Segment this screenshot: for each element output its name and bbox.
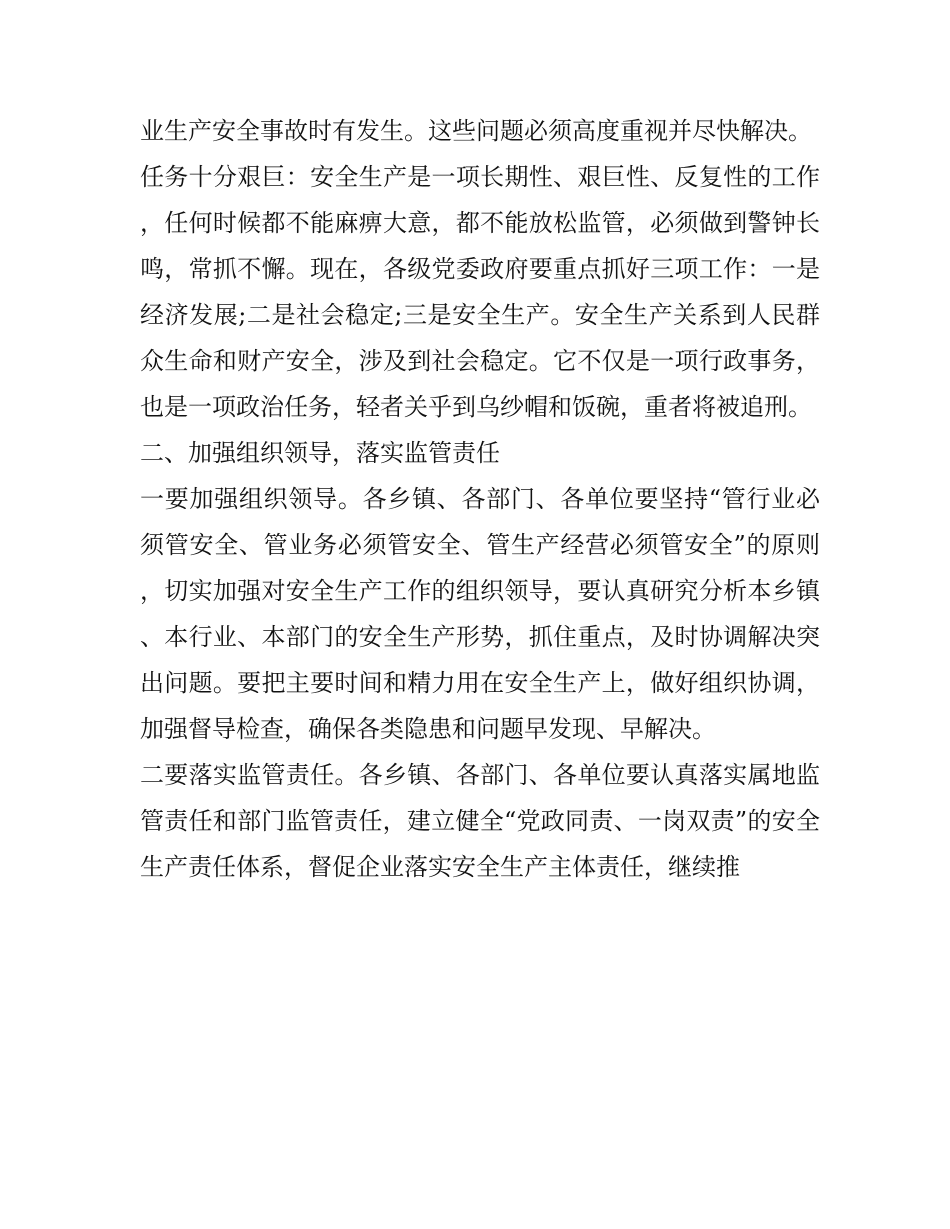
paragraph-1: 业生产安全事故时有发生。这些问题必须高度重视并尽快解决。 (140, 117, 812, 145)
paragraph-2: 任务十分艰巨：安全生产是一项长期性、艰巨性、反复性的工作，任何时候都不能麻痹大意，都不能放松监管，必须做到警钟长鸣，常抓不懈。现在，各级党委政府要重点抓好三项工作：一是经济发展;二是社会稳定;三是安全生产。安全生产关系到人民群众生命和财产安全，涉及到社会稳定。它不仅是一项行政事务，也是一项政治任务，轻者关乎到乌纱帽和饭碗，重者将被追刑。 (140, 163, 820, 421)
section-heading: 二、加强组织领导，落实监管责任 (140, 439, 500, 467)
paragraph-3: 一要加强组织领导。各乡镇、各部门、各单位要坚持“管行业必须管安全、管业务必须管安全、管生产经营必须管安全”的原则，切实加强对安全生产工作的组织领导，要认真研究分析本乡镇、本行业、本部门的安全生产形势，抓住重点，及时协调解决突出问题。要把主要时间和精力用在安全生产上，做好组织协调，加强督导检查，确保各类隐患和问题早发现、早解决。 (140, 485, 820, 743)
paragraph-4: 二要落实监管责任。各乡镇、各部门、各单位要认真落实属地监管责任和部门监管责任，建立健全“党政同责、一岗双责”的安全生产责任体系，督促企业落实安全生产主体责任，继续推 (140, 761, 820, 881)
document-body (140, 108, 820, 890)
